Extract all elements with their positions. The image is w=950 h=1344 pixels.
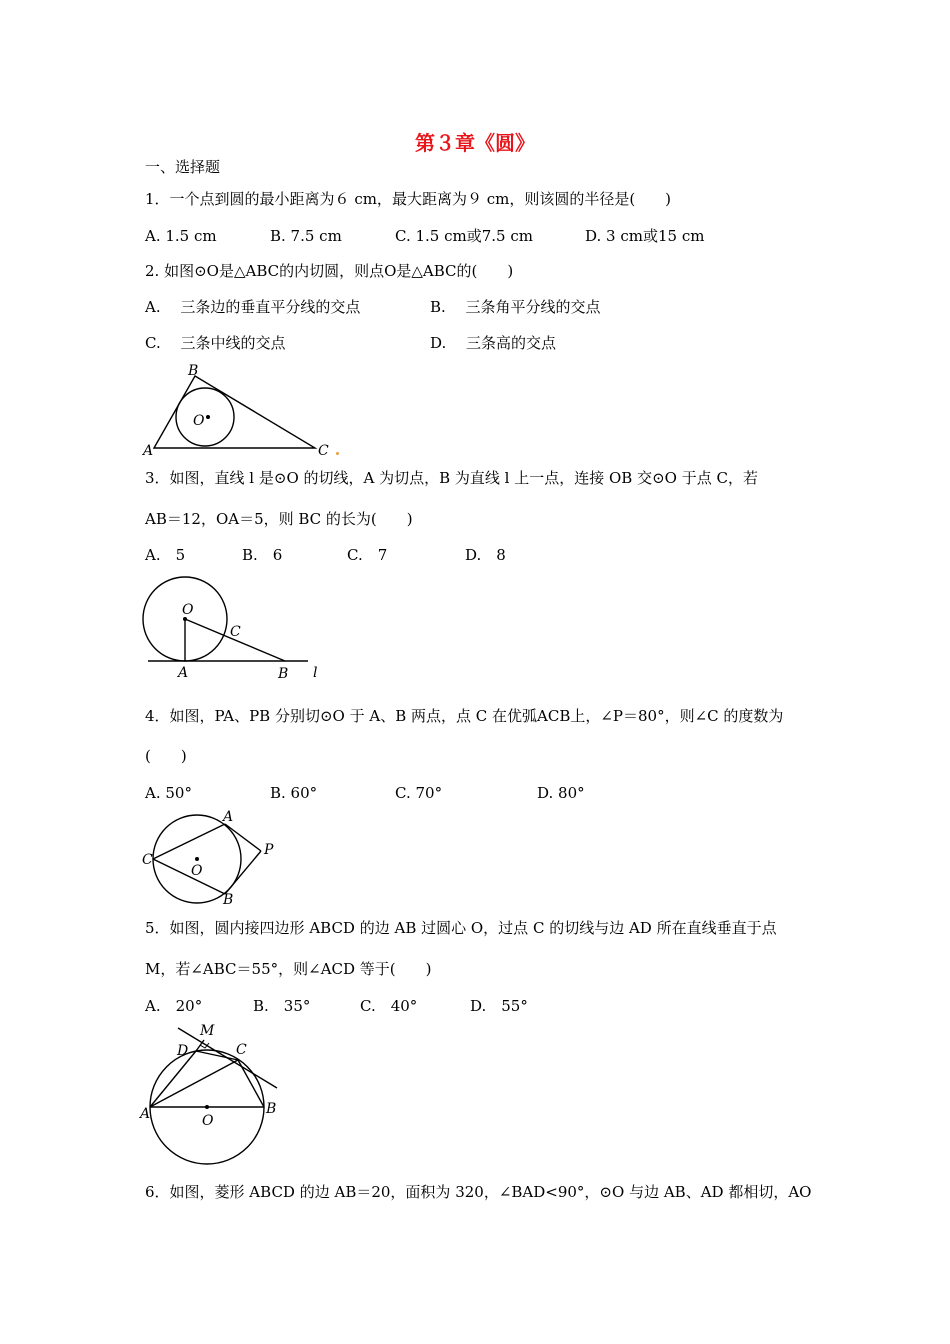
- q3-option-c: C. 7: [347, 546, 388, 564]
- q5-stem-line1: 5．如图，圆内接四边形 ABCD 的边 AB 过圆心 O，过点 C 的切线与边 AD 所在直线垂直于点: [145, 919, 777, 937]
- page-title: 第３章《圆》: [415, 131, 535, 155]
- q2-option-d: D. 三条高的交点: [430, 334, 557, 352]
- label-m: M: [200, 1023, 215, 1039]
- label-o: O: [191, 863, 203, 879]
- center-dot: [195, 857, 199, 861]
- q2-option-a: A. 三条边的垂直平分线的交点: [145, 298, 361, 316]
- label-b: B: [266, 1101, 277, 1117]
- q4-figure-tangents: [140, 810, 280, 906]
- q6-stem-line1: 6．如图，菱形 ABCD 的边 AB＝20，面积为 320，∠BAD<90°，⊙O 与边 AB、AD 都相切，AO: [145, 1183, 812, 1201]
- q4-stem-line1: 4．如图，PA、PB 分别切⊙O 于 A、B 两点，点 C 在优弧ACB上，∠P＝80°，则∠C 的度数为: [145, 707, 784, 725]
- label-a: A: [140, 1106, 151, 1122]
- label-a: A: [178, 665, 189, 681]
- label-p: P: [264, 842, 274, 858]
- section-heading: 一、选择题: [145, 158, 221, 176]
- label-c: C: [142, 852, 153, 868]
- q2-stem: 2. 如图⊙O是△ABC的内切圆，则点O是△ABC的( ): [145, 262, 514, 280]
- q2-option-b: B. 三条角平分线的交点: [430, 298, 601, 316]
- label-d: D: [177, 1043, 189, 1059]
- segment-pa: [225, 824, 261, 851]
- q4-option-d: D. 80°: [537, 784, 585, 802]
- q5-stem-line2: M，若∠ABC＝55°，则∠ACD 等于( ): [145, 960, 432, 978]
- q3-option-d: D. 8: [465, 546, 506, 564]
- label-a: A: [143, 443, 154, 459]
- label-o: O: [193, 413, 205, 429]
- label-c: C: [230, 624, 241, 640]
- q4-option-a: A. 50°: [145, 784, 192, 802]
- q2-option-c: C. 三条中线的交点: [145, 334, 286, 352]
- q5-option-c: C. 40°: [360, 997, 418, 1015]
- q1-option-d: D. 3 cm或15 cm: [585, 227, 705, 245]
- q5-figure-cyclic-quad: [140, 1020, 290, 1160]
- label-o: O: [182, 602, 194, 618]
- label-b: B: [223, 892, 234, 908]
- label-b: B: [188, 363, 199, 379]
- q1-stem: 1．一个点到圆的最小距离为６ cm，最大距离为９ cm，则该圆的半径是( ): [145, 190, 672, 208]
- q1-option-c: C. 1.5 cm或7.5 cm: [395, 227, 533, 245]
- q5-option-d: D. 55°: [470, 997, 528, 1015]
- center-dot: [206, 415, 210, 419]
- triangle-abc: [154, 376, 315, 448]
- q3-option-a: A. 5: [145, 546, 186, 564]
- q4-stem-line2: ( ): [145, 747, 187, 765]
- segment-ac: [150, 1060, 238, 1107]
- orange-mark: [336, 452, 339, 455]
- q3-figure-tangent-line: [140, 578, 340, 683]
- q4-option-c: C. 70°: [395, 784, 443, 802]
- q1-option-a: A. 1.5 cm: [145, 227, 217, 245]
- label-o: O: [202, 1113, 214, 1129]
- q2-figure-incircle-triangle: [140, 360, 350, 460]
- tangent-line: [178, 1028, 277, 1088]
- label-l: l: [313, 665, 318, 681]
- q3-option-b: B. 6: [242, 546, 283, 564]
- q5-option-a: A. 20°: [145, 997, 203, 1015]
- q5-option-b: B. 35°: [253, 997, 311, 1015]
- q4-option-b: B. 60°: [270, 784, 318, 802]
- label-c: C: [236, 1042, 247, 1058]
- q3-stem-line1: 3．如图，直线 l 是⊙O 的切线，A 为切点，B 为直线 l 上一点，连接 OB 交⊙O 于点 C，若: [145, 469, 758, 487]
- q3-stem-line2: AB＝12，OA＝5，则 BC 的长为( ): [145, 510, 413, 528]
- incircle: [176, 388, 234, 446]
- q1-option-b: B. 7.5 cm: [270, 227, 342, 245]
- label-c: C: [318, 443, 329, 459]
- label-b: B: [278, 666, 289, 682]
- segment-pb: [225, 851, 261, 894]
- label-a: A: [223, 809, 234, 825]
- center-dot: [205, 1105, 209, 1109]
